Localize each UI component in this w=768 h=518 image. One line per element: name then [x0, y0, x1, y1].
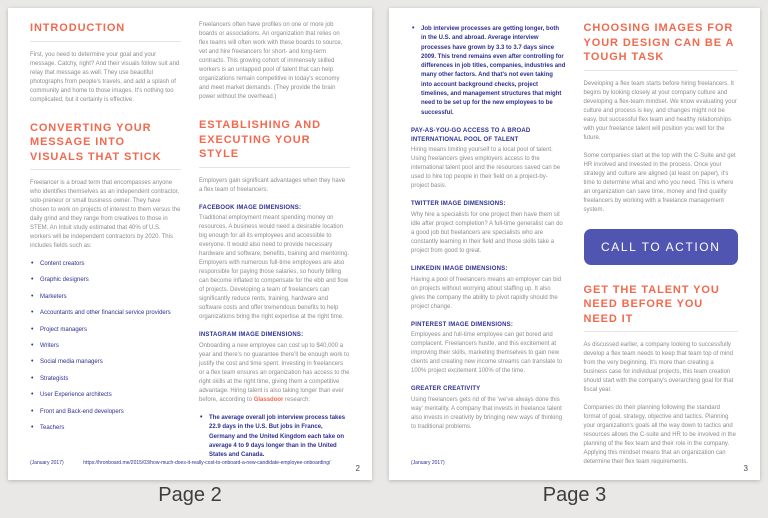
page3-footer — [411, 460, 738, 466]
footer-source-url[interactable]: https://hronboard.me/2015/03/how-much-does-it-really-cost-to-onboard-a-new-candidate-employee-onboarding/ — [83, 460, 331, 466]
subheading-instagram-dimensions: INSTAGRAM IMAGE DIMENSIONS: — [199, 332, 304, 339]
list-item: • Content creators — [30, 260, 181, 268]
list-item: • Marketers — [30, 293, 181, 301]
document-page-2 — [8, 8, 372, 480]
heading-divider — [584, 331, 739, 332]
section-heading-establishing-style: ESTABLISHING AND EXECUTING YOUR STYLE — [199, 119, 321, 161]
subheading-greater-creativity: GREATER CREATIVITY — [411, 386, 481, 393]
page3-column-2 — [584, 21, 739, 476]
paragraph: Some companies start at the top with the C-Suite and get HR involved and invested in the process. Once your strategy and culture are aligned (at least on paper), it's time to determine what and who you need. This is where an organization can save time, money and find quality freelancers by working with a freelance management system. — [583, 152, 736, 213]
paragraph-text: research: — [283, 396, 311, 403]
list-item: • The average overall job interview process takes 22.9 days in the U.S. But jobs in France, Germany and the United Kingdom each take on average 4 to 9 days longer than in the United States and Canada. — [199, 414, 350, 460]
section-heading-introduction: INTRODUCTION — [30, 22, 126, 34]
paragraph: First, you need to determine your goal and your message. Catchy, right? And their visuals follow suit and relay that message as well. They use beautiful photographs from people's travels, and add a splash of community and home to those images. It's nothing too complicated, but it certainly is effective. — [30, 51, 180, 103]
heading-divider — [30, 169, 181, 170]
page2-column-1 — [30, 21, 181, 466]
list-item: • Writers — [30, 342, 181, 350]
paragraph: Employees and full-time employee can get bored and complacent. Freelancers hustle, and this excitement at improving their skills, marketing themselves to gain new clients and creating new income streams can translate to 100% project excitement 100% of the time. — [411, 332, 563, 375]
paragraph: Developing a flex team starts before hiring freelancers. It begins by looking closely at your company culture and developing a flex-team mindset. We know evaluating your culture and process is key, and changes might not be easy, but successful flex team and healthy relationships with your freelance talent will position you well for the future. — [583, 80, 737, 141]
heading-divider — [584, 70, 739, 71]
page2-caption: Page 2 — [158, 484, 222, 506]
list-item: • Social media managers — [30, 358, 181, 366]
section-heading-converting-message: CONVERTING YOUR MESSAGE INTO VISUALS THAT STICK — [30, 121, 162, 163]
page3-columns — [389, 8, 760, 476]
page2-column-2 — [199, 21, 350, 466]
list-item: • User Experience architects — [30, 391, 181, 399]
interview-stats-list-continued — [411, 25, 566, 118]
footer-date: (January 2017) — [30, 460, 64, 466]
list-item: • Front and Back-end developers — [30, 408, 181, 416]
subheading-linkedin-dimensions: LINKEDIN IMAGE DIMENSIONS: — [411, 266, 508, 273]
section-heading-choosing-images: CHOOSING IMAGES FOR YOUR DESIGN CAN BE A TOUGH TASK — [583, 22, 734, 64]
paragraph: Having a pool of freelancers means an employer can bid on projects without worrying about staffing up. It also gives the company the ability to pivot rapidly should the project change. — [411, 276, 562, 310]
heading-divider — [199, 167, 350, 168]
page-number: 3 — [743, 464, 748, 473]
section-heading-get-talent: GET THE TALENT YOU NEED BEFORE YOU NEED IT — [583, 283, 720, 325]
list-item: • Accountants and other financial service providers — [30, 309, 181, 317]
subheading-twitter-dimensions: TWITTER IMAGE DIMENSIONS: — [411, 201, 506, 208]
subheading-facebook-dimensions: FACEBOOK IMAGE DIMENSIONS: — [199, 204, 302, 211]
interview-stats-list — [199, 414, 350, 460]
paragraph-text: Onboarding a new employee can cost up to $40,000 a year and there's no guarantee there'll be enough work to justify the cost and time spent. Investing in freelancers or a flex team ensures an organization has access to the right skills at the right time, giving them a competitive advantage. Hiring talent is also taking longer than ever before, according to — [199, 342, 350, 403]
subheading-pinterest-dimensions: PINTEREST IMAGE DIMENSIONS: — [411, 321, 514, 328]
glassdoor-link[interactable]: Glassdoor — [253, 396, 284, 403]
paragraph: Employers gain significant advantages when they have a flex team of freelancers: — [199, 177, 346, 193]
paragraph: Freelancers often have profiles on one or more job boards or associations. An organization that relies on flex teams will often work with these boards to source, vet and hire freelancers for short- and long-term contracts. This growing cohort of immensely skilled workers is an untapped pool of talent that can help organizations remain competitive in today's economy and meet market demands. (They provide the brain power without the overhead.) — [199, 22, 343, 100]
list-item: • Teachers — [30, 424, 181, 432]
document-page-3 — [389, 8, 760, 480]
list-item: • Project managers — [30, 326, 181, 334]
page2-columns — [8, 8, 372, 466]
page3-caption: Page 3 — [542, 484, 607, 506]
heading-divider — [30, 41, 181, 42]
list-item: • Graphic designers — [30, 276, 181, 284]
paragraph: Hiring means limiting yourself to a local pool of talent. Using freelancers gives employers access to the international talent pool and the resources saved can be used to hire top people in their field on a project-by-project basis. — [411, 147, 561, 190]
paragraph: As discussed earlier, a company looking to successfully develop a flex team needs to keep that team top of mind from the very beginning. It's more than creating a business case for individual projects, this team creation should start with the company's overarching goal for that fiscal year. — [583, 342, 734, 394]
list-item: • Strategists — [30, 375, 181, 383]
paragraph — [199, 342, 350, 405]
list-item: • Job interview processes are getting longer, both in the U.S. and abroad. Average interview processes have grown by 3.3 to 3.7 days since 2009. This trend remains even after controlling for differences in job titles, companies, industries and many other factors. And that's not even taking into account background checks, project timelines, and management structures that might need to be set up for the new employees to be successful. — [411, 25, 566, 118]
page-number: 2 — [355, 464, 360, 473]
paragraph: Using freelancers gets rid of the 'we've always done this way' mentality. A company that invests in freelance talent also invests in creativity by bringing new ways of thinking to traditional problems. — [411, 397, 563, 431]
paragraph: Traditional employment meant spending money on resources. A business would need a desirable location big enough for all its employees and accessible to everyone. It would also need to provide necessary hardware and software, benefits, training and mentoring. Employers with numerous full-time employees are also responsible for paying those salaries, so hourly billing can become inflated to compensate for the ebb and flow of projects. Developing a team of freelancers can significantly reduce rents, training, hardware and software costs and offer tremendous benefits to help organizations bring the right expertise at the right time. — [199, 215, 350, 321]
page3-column-1 — [411, 21, 566, 476]
paragraph: Companies do their planning following the standard format of goal, strategy, objective and tactics. Planning your organization's goals all the way down to tactics and resources allows the C-suite and HR to be involved in the planning of the flex team and their role in the company. Applying this mindset means that an organization can determine their flex team requirements. — [583, 405, 736, 466]
paragraph: Why hire a specialists for one project then have them sit idle after project completion? A full-time generalist can do a good job but freelancers are specialists who are constantly learning in their field and those skills take a project from good to great. — [411, 212, 563, 255]
footer-date: (January 2017) — [411, 460, 445, 466]
page2-footer — [30, 460, 350, 466]
call-to-action-button[interactable]: CALL TO ACTION — [584, 229, 739, 265]
subheading-pay-as-you-go: PAY-AS-YOU-GO ACCESS TO A BROAD INTERNATIONAL POOL OF TALENT — [411, 127, 531, 143]
paragraph: Freelancer is a broad term that encompasses anyone who identifies themselves as an independent contractor, solo-preneur or small business owner. They have chosen to work on projects of interest to them versus the daily grind and they range from creatives to those in STEM. An Intuit study estimated that 40% of U.S. workers will be independent contractors by 2020. This includes fields such as: — [30, 180, 181, 250]
freelancer-fields-list — [30, 260, 181, 432]
